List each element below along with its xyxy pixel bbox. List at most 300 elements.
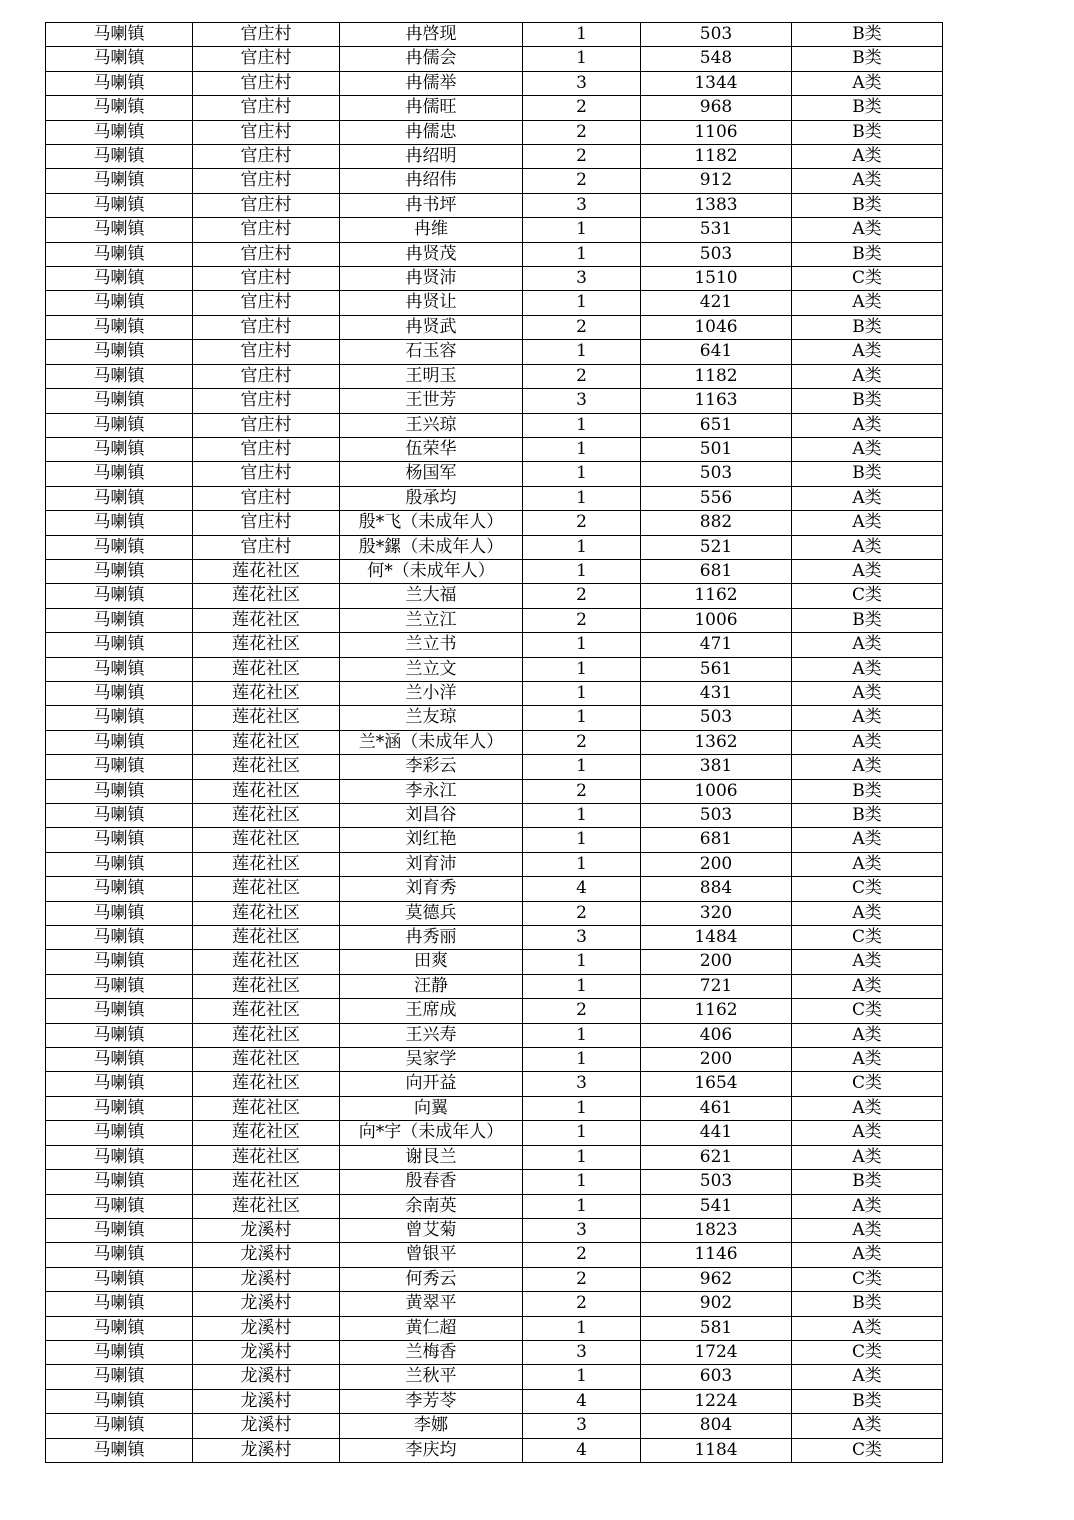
village-cell: 莲花社区 — [193, 1023, 340, 1047]
name-cell: 王明玉 — [340, 364, 523, 388]
village-cell: 莲花社区 — [193, 974, 340, 998]
name-cell: 兰小洋 — [340, 681, 523, 705]
category-cell: A类 — [792, 1023, 943, 1047]
category-cell: A类 — [792, 755, 943, 779]
household-size-cell: 2 — [523, 315, 641, 339]
name-cell: 田爽 — [340, 950, 523, 974]
household-size-cell: 3 — [523, 1072, 641, 1096]
table-row — [46, 193, 943, 217]
town-cell: 马喇镇 — [46, 511, 193, 535]
village-cell: 龙溪村 — [193, 1438, 340, 1462]
household-size-cell: 1 — [523, 242, 641, 266]
town-cell: 马喇镇 — [46, 145, 193, 169]
town-cell: 马喇镇 — [46, 1340, 193, 1364]
village-cell: 官庄村 — [193, 462, 340, 486]
household-size-cell: 1 — [523, 804, 641, 828]
village-cell: 龙溪村 — [193, 1267, 340, 1291]
town-cell: 马喇镇 — [46, 1145, 193, 1169]
village-cell: 莲花社区 — [193, 608, 340, 632]
table-row — [46, 608, 943, 632]
category-cell: B类 — [792, 1389, 943, 1413]
village-cell: 龙溪村 — [193, 1414, 340, 1438]
village-cell: 莲花社区 — [193, 1194, 340, 1218]
category-cell: A类 — [792, 852, 943, 876]
household-size-cell: 1 — [523, 218, 641, 242]
town-cell: 马喇镇 — [46, 1438, 193, 1462]
household-size-cell: 1 — [523, 1194, 641, 1218]
category-cell: A类 — [792, 71, 943, 95]
table-row — [46, 1048, 943, 1072]
table-row — [46, 852, 943, 876]
village-cell: 龙溪村 — [193, 1365, 340, 1389]
town-cell: 马喇镇 — [46, 218, 193, 242]
town-cell: 马喇镇 — [46, 47, 193, 71]
category-cell: A类 — [792, 706, 943, 730]
village-cell: 官庄村 — [193, 364, 340, 388]
name-cell: 谢艮兰 — [340, 1145, 523, 1169]
amount-cell: 1484 — [641, 926, 792, 950]
amount-cell: 381 — [641, 755, 792, 779]
amount-cell: 1106 — [641, 120, 792, 144]
category-cell: B类 — [792, 193, 943, 217]
table-row — [46, 1316, 943, 1340]
name-cell: 伍荣华 — [340, 437, 523, 461]
household-size-cell: 1 — [523, 1365, 641, 1389]
category-cell: A类 — [792, 291, 943, 315]
table-row — [46, 828, 943, 852]
table-row — [46, 364, 943, 388]
town-cell: 马喇镇 — [46, 96, 193, 120]
village-cell: 官庄村 — [193, 96, 340, 120]
amount-cell: 531 — [641, 218, 792, 242]
name-cell: 冉儒举 — [340, 71, 523, 95]
name-cell: 兰*涵（未成年人） — [340, 730, 523, 754]
table-row — [46, 486, 943, 510]
category-cell: B类 — [792, 315, 943, 339]
table-row — [46, 633, 943, 657]
amount-cell: 1362 — [641, 730, 792, 754]
amount-cell: 548 — [641, 47, 792, 71]
table-row — [46, 169, 943, 193]
category-cell: A类 — [792, 413, 943, 437]
town-cell: 马喇镇 — [46, 828, 193, 852]
name-cell: 向翼 — [340, 1096, 523, 1120]
town-cell: 马喇镇 — [46, 559, 193, 583]
household-size-cell: 1 — [523, 1048, 641, 1072]
household-size-cell: 2 — [523, 1267, 641, 1291]
category-cell: A类 — [792, 437, 943, 461]
amount-cell: 882 — [641, 511, 792, 535]
town-cell: 马喇镇 — [46, 804, 193, 828]
village-cell: 龙溪村 — [193, 1292, 340, 1316]
amount-cell: 320 — [641, 901, 792, 925]
amount-cell: 200 — [641, 852, 792, 876]
household-size-cell: 2 — [523, 120, 641, 144]
amount-cell: 1162 — [641, 584, 792, 608]
category-cell: A类 — [792, 730, 943, 754]
name-cell: 兰立江 — [340, 608, 523, 632]
town-cell: 马喇镇 — [46, 23, 193, 47]
table-row — [46, 1292, 943, 1316]
name-cell: 冉秀丽 — [340, 926, 523, 950]
town-cell: 马喇镇 — [46, 267, 193, 291]
name-cell: 曾银平 — [340, 1243, 523, 1267]
household-size-cell: 2 — [523, 584, 641, 608]
table-row — [46, 96, 943, 120]
name-cell: 曾艾菊 — [340, 1218, 523, 1242]
town-cell: 马喇镇 — [46, 1218, 193, 1242]
table-row — [46, 218, 943, 242]
table-row — [46, 1096, 943, 1120]
category-cell: C类 — [792, 926, 943, 950]
amount-cell: 603 — [641, 1365, 792, 1389]
household-size-cell: 1 — [523, 1096, 641, 1120]
category-cell: A类 — [792, 511, 943, 535]
table-row — [46, 1218, 943, 1242]
table-row — [46, 1023, 943, 1047]
name-cell: 王席成 — [340, 999, 523, 1023]
name-cell: 冉贤茂 — [340, 242, 523, 266]
name-cell: 冉贤武 — [340, 315, 523, 339]
village-cell: 莲花社区 — [193, 1170, 340, 1194]
name-cell: 莫德兵 — [340, 901, 523, 925]
roster-table — [45, 22, 943, 1463]
village-cell: 官庄村 — [193, 120, 340, 144]
name-cell: 兰立文 — [340, 657, 523, 681]
category-cell: A类 — [792, 340, 943, 364]
category-cell: A类 — [792, 681, 943, 705]
category-cell: B类 — [792, 389, 943, 413]
amount-cell: 471 — [641, 633, 792, 657]
village-cell: 官庄村 — [193, 242, 340, 266]
amount-cell: 1823 — [641, 1218, 792, 1242]
category-cell: C类 — [792, 1072, 943, 1096]
amount-cell: 968 — [641, 96, 792, 120]
category-cell: B类 — [792, 608, 943, 632]
village-cell: 官庄村 — [193, 47, 340, 71]
amount-cell: 503 — [641, 804, 792, 828]
name-cell: 冉绍伟 — [340, 169, 523, 193]
town-cell: 马喇镇 — [46, 681, 193, 705]
table-row — [46, 584, 943, 608]
amount-cell: 1162 — [641, 999, 792, 1023]
household-size-cell: 3 — [523, 1340, 641, 1364]
household-size-cell: 1 — [523, 1121, 641, 1145]
name-cell: 兰梅香 — [340, 1340, 523, 1364]
table-row — [46, 926, 943, 950]
household-size-cell: 1 — [523, 755, 641, 779]
town-cell: 马喇镇 — [46, 413, 193, 437]
table-row — [46, 999, 943, 1023]
table-row — [46, 340, 943, 364]
amount-cell: 561 — [641, 657, 792, 681]
table-row — [46, 413, 943, 437]
town-cell: 马喇镇 — [46, 315, 193, 339]
amount-cell: 503 — [641, 242, 792, 266]
amount-cell: 1344 — [641, 71, 792, 95]
household-size-cell: 1 — [523, 1170, 641, 1194]
town-cell: 马喇镇 — [46, 633, 193, 657]
household-size-cell: 2 — [523, 169, 641, 193]
town-cell: 马喇镇 — [46, 1267, 193, 1291]
category-cell: A类 — [792, 1194, 943, 1218]
table-row — [46, 291, 943, 315]
household-size-cell: 2 — [523, 511, 641, 535]
village-cell: 官庄村 — [193, 486, 340, 510]
name-cell: 冉贤沛 — [340, 267, 523, 291]
village-cell: 莲花社区 — [193, 828, 340, 852]
village-cell: 莲花社区 — [193, 950, 340, 974]
household-size-cell: 1 — [523, 340, 641, 364]
village-cell: 龙溪村 — [193, 1316, 340, 1340]
town-cell: 马喇镇 — [46, 1048, 193, 1072]
table-row — [46, 804, 943, 828]
category-cell: C类 — [792, 267, 943, 291]
town-cell: 马喇镇 — [46, 437, 193, 461]
amount-cell: 461 — [641, 1096, 792, 1120]
town-cell: 马喇镇 — [46, 71, 193, 95]
table-row — [46, 681, 943, 705]
household-size-cell: 1 — [523, 681, 641, 705]
table-row — [46, 1121, 943, 1145]
village-cell: 莲花社区 — [193, 852, 340, 876]
village-cell: 莲花社区 — [193, 779, 340, 803]
village-cell: 莲花社区 — [193, 559, 340, 583]
table-row — [46, 559, 943, 583]
amount-cell: 1163 — [641, 389, 792, 413]
household-size-cell: 2 — [523, 1243, 641, 1267]
name-cell: 何秀云 — [340, 1267, 523, 1291]
name-cell: 何*（未成年人） — [340, 559, 523, 583]
household-size-cell: 1 — [523, 486, 641, 510]
town-cell: 马喇镇 — [46, 999, 193, 1023]
amount-cell: 721 — [641, 974, 792, 998]
amount-cell: 503 — [641, 1170, 792, 1194]
category-cell: A类 — [792, 633, 943, 657]
table-row — [46, 755, 943, 779]
village-cell: 官庄村 — [193, 23, 340, 47]
village-cell: 官庄村 — [193, 267, 340, 291]
village-cell: 龙溪村 — [193, 1218, 340, 1242]
household-size-cell: 1 — [523, 974, 641, 998]
category-cell: B类 — [792, 462, 943, 486]
village-cell: 官庄村 — [193, 193, 340, 217]
amount-cell: 651 — [641, 413, 792, 437]
name-cell: 汪静 — [340, 974, 523, 998]
village-cell: 官庄村 — [193, 437, 340, 461]
town-cell: 马喇镇 — [46, 1096, 193, 1120]
table-row — [46, 950, 943, 974]
amount-cell: 1182 — [641, 145, 792, 169]
town-cell: 马喇镇 — [46, 584, 193, 608]
village-cell: 龙溪村 — [193, 1389, 340, 1413]
village-cell: 莲花社区 — [193, 804, 340, 828]
town-cell: 马喇镇 — [46, 950, 193, 974]
household-size-cell: 3 — [523, 389, 641, 413]
town-cell: 马喇镇 — [46, 706, 193, 730]
name-cell: 李庆均 — [340, 1438, 523, 1462]
table-row — [46, 779, 943, 803]
amount-cell: 902 — [641, 1292, 792, 1316]
amount-cell: 1006 — [641, 779, 792, 803]
category-cell: B类 — [792, 1170, 943, 1194]
category-cell: A类 — [792, 1365, 943, 1389]
amount-cell: 1006 — [641, 608, 792, 632]
amount-cell: 501 — [641, 437, 792, 461]
town-cell: 马喇镇 — [46, 755, 193, 779]
household-size-cell: 3 — [523, 193, 641, 217]
village-cell: 官庄村 — [193, 291, 340, 315]
table-row — [46, 242, 943, 266]
amount-cell: 804 — [641, 1414, 792, 1438]
village-cell: 莲花社区 — [193, 681, 340, 705]
household-size-cell: 1 — [523, 23, 641, 47]
table-row — [46, 1414, 943, 1438]
village-cell: 官庄村 — [193, 340, 340, 364]
table-row — [46, 657, 943, 681]
town-cell: 马喇镇 — [46, 1121, 193, 1145]
town-cell: 马喇镇 — [46, 852, 193, 876]
town-cell: 马喇镇 — [46, 120, 193, 144]
amount-cell: 1383 — [641, 193, 792, 217]
name-cell: 李娜 — [340, 1414, 523, 1438]
village-cell: 莲花社区 — [193, 755, 340, 779]
village-cell: 莲花社区 — [193, 1096, 340, 1120]
category-cell: A类 — [792, 828, 943, 852]
amount-cell: 1654 — [641, 1072, 792, 1096]
village-cell: 莲花社区 — [193, 706, 340, 730]
amount-cell: 200 — [641, 950, 792, 974]
name-cell: 吴家学 — [340, 1048, 523, 1072]
amount-cell: 962 — [641, 1267, 792, 1291]
village-cell: 莲花社区 — [193, 877, 340, 901]
table-row — [46, 535, 943, 559]
table-row — [46, 389, 943, 413]
town-cell: 马喇镇 — [46, 462, 193, 486]
household-size-cell: 1 — [523, 1145, 641, 1169]
town-cell: 马喇镇 — [46, 291, 193, 315]
village-cell: 莲花社区 — [193, 633, 340, 657]
category-cell: A类 — [792, 1048, 943, 1072]
table-row — [46, 1438, 943, 1462]
amount-cell: 681 — [641, 559, 792, 583]
amount-cell: 1046 — [641, 315, 792, 339]
amount-cell: 541 — [641, 1194, 792, 1218]
household-size-cell: 3 — [523, 1414, 641, 1438]
category-cell: A类 — [792, 1145, 943, 1169]
town-cell: 马喇镇 — [46, 1072, 193, 1096]
village-cell: 莲花社区 — [193, 657, 340, 681]
name-cell: 殷承均 — [340, 486, 523, 510]
table-row — [46, 267, 943, 291]
household-size-cell: 2 — [523, 901, 641, 925]
table-row — [46, 901, 943, 925]
village-cell: 莲花社区 — [193, 1145, 340, 1169]
town-cell: 马喇镇 — [46, 486, 193, 510]
category-cell: C类 — [792, 584, 943, 608]
category-cell: B类 — [792, 804, 943, 828]
category-cell: B类 — [792, 47, 943, 71]
category-cell: A类 — [792, 657, 943, 681]
household-size-cell: 1 — [523, 706, 641, 730]
category-cell: B类 — [792, 779, 943, 803]
category-cell: A类 — [792, 169, 943, 193]
town-cell: 马喇镇 — [46, 1389, 193, 1413]
household-size-cell: 1 — [523, 828, 641, 852]
table-row — [46, 974, 943, 998]
town-cell: 马喇镇 — [46, 1243, 193, 1267]
amount-cell: 431 — [641, 681, 792, 705]
name-cell: 兰友琼 — [340, 706, 523, 730]
town-cell: 马喇镇 — [46, 1365, 193, 1389]
category-cell: A类 — [792, 559, 943, 583]
town-cell: 马喇镇 — [46, 608, 193, 632]
table-row — [46, 145, 943, 169]
category-cell: B类 — [792, 96, 943, 120]
name-cell: 冉儒会 — [340, 47, 523, 71]
name-cell: 兰秋平 — [340, 1365, 523, 1389]
name-cell: 冉儒旺 — [340, 96, 523, 120]
name-cell: 向开益 — [340, 1072, 523, 1096]
amount-cell: 503 — [641, 23, 792, 47]
household-size-cell: 2 — [523, 779, 641, 803]
category-cell: B类 — [792, 1292, 943, 1316]
name-cell: 石玉容 — [340, 340, 523, 364]
table-row — [46, 1389, 943, 1413]
name-cell: 冉书坪 — [340, 193, 523, 217]
household-size-cell: 1 — [523, 559, 641, 583]
village-cell: 莲花社区 — [193, 901, 340, 925]
category-cell: C类 — [792, 1267, 943, 1291]
village-cell: 龙溪村 — [193, 1243, 340, 1267]
village-cell: 莲花社区 — [193, 1121, 340, 1145]
amount-cell: 1146 — [641, 1243, 792, 1267]
amount-cell: 421 — [641, 291, 792, 315]
town-cell: 马喇镇 — [46, 779, 193, 803]
village-cell: 莲花社区 — [193, 999, 340, 1023]
name-cell: 殷*鏍（未成年人） — [340, 535, 523, 559]
category-cell: A类 — [792, 1316, 943, 1340]
village-cell: 官庄村 — [193, 315, 340, 339]
category-cell: C类 — [792, 999, 943, 1023]
household-size-cell: 1 — [523, 47, 641, 71]
town-cell: 马喇镇 — [46, 926, 193, 950]
amount-cell: 1182 — [641, 364, 792, 388]
name-cell: 杨国军 — [340, 462, 523, 486]
amount-cell: 1510 — [641, 267, 792, 291]
name-cell: 冉绍明 — [340, 145, 523, 169]
household-size-cell: 3 — [523, 71, 641, 95]
name-cell: 王兴寿 — [340, 1023, 523, 1047]
household-size-cell: 4 — [523, 1438, 641, 1462]
category-cell: A类 — [792, 1414, 943, 1438]
table-row — [46, 1365, 943, 1389]
name-cell: 黄翠平 — [340, 1292, 523, 1316]
town-cell: 马喇镇 — [46, 535, 193, 559]
village-cell: 官庄村 — [193, 511, 340, 535]
roster-body — [46, 23, 943, 1463]
household-size-cell: 1 — [523, 1316, 641, 1340]
category-cell: A类 — [792, 486, 943, 510]
household-size-cell: 3 — [523, 267, 641, 291]
village-cell: 官庄村 — [193, 145, 340, 169]
name-cell: 刘昌谷 — [340, 804, 523, 828]
household-size-cell: 1 — [523, 462, 641, 486]
amount-cell: 200 — [641, 1048, 792, 1072]
name-cell: 冉啓现 — [340, 23, 523, 47]
name-cell: 黄仁超 — [340, 1316, 523, 1340]
amount-cell: 1724 — [641, 1340, 792, 1364]
